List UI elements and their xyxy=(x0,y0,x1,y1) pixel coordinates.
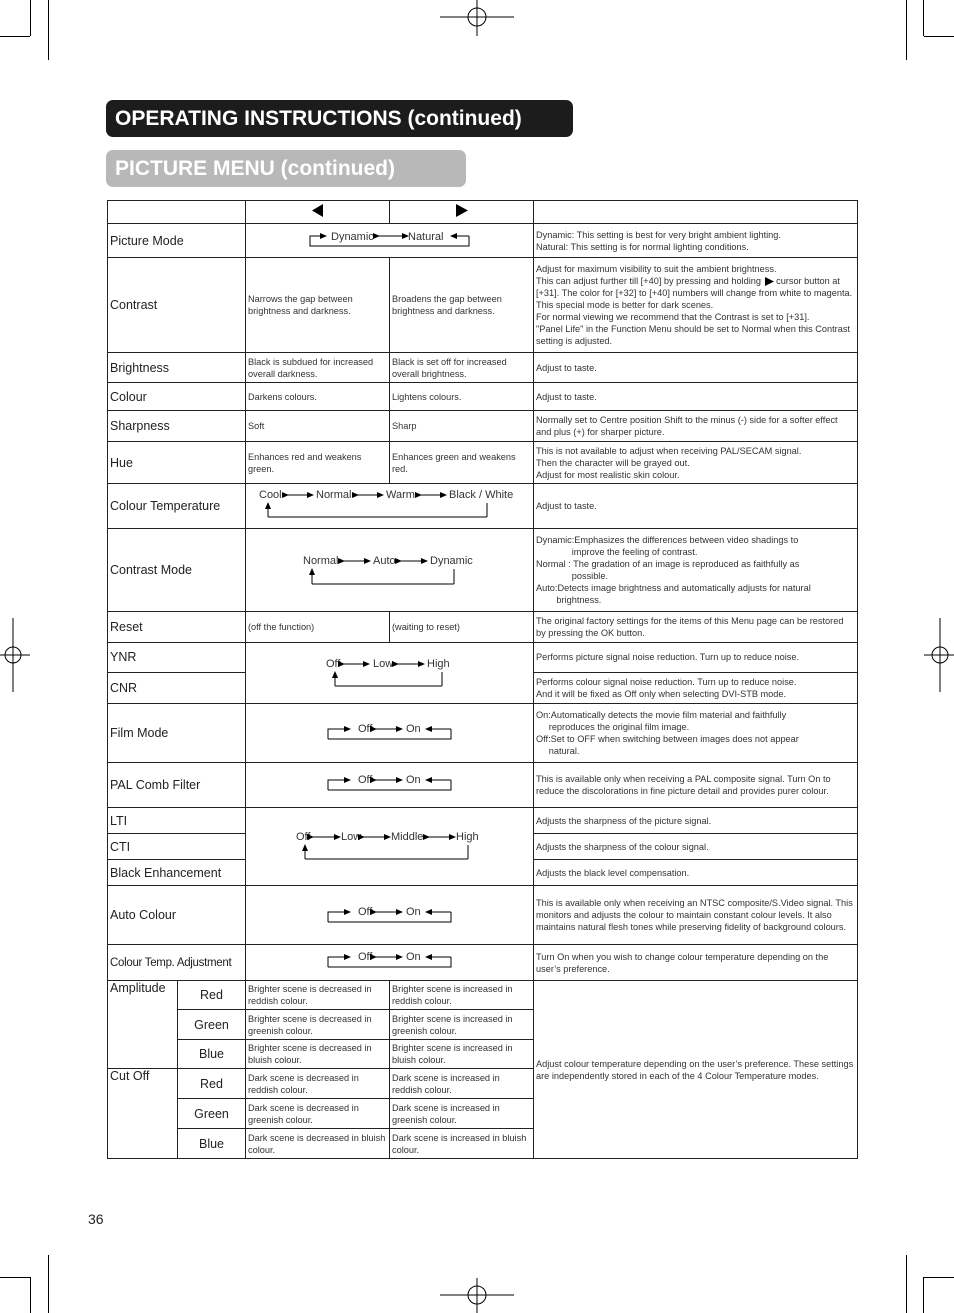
reset-right: (waiting to reset) xyxy=(390,612,534,643)
option-on: On xyxy=(406,774,421,786)
picture-mode-diagram xyxy=(246,224,534,258)
desc-reset: The original factory settings for the items of this Menu page can be restored by pressing the OK button. xyxy=(534,612,858,643)
crop-mark xyxy=(923,0,924,36)
option-off: Off xyxy=(358,906,373,918)
cutoff-blue-right: Dark scene is increased in bluish colour. xyxy=(390,1129,534,1159)
table-row xyxy=(108,383,858,411)
desc-contrast: Adjust for maximum visibility to suit the ambient brightness. This can adjust further till [+40] by pressing and holding cursor button at [+31]. The color for [+32] to [+40] numbers will change from white to magenta. This special mode is better for dark scenes. For normal viewing we recommend that the Contrast is set to [+31]. "Panel Life" in the Function Menu should be set to Normal when this Contrast setting is adjusted. xyxy=(534,258,858,353)
desc-ynr: Performs picture signal noise reduction. Turn up to reduce noise. xyxy=(534,643,858,673)
option-natural: Natural xyxy=(408,231,444,243)
desc-brightness: Adjust to taste. xyxy=(534,353,858,383)
section-title: OPERATING INSTRUCTIONS (continued) xyxy=(106,100,573,137)
desc-colour-temperature: Adjust to taste. xyxy=(534,484,858,529)
table-row xyxy=(108,981,858,1010)
amplitude-red-right: Brighter scene is increased in reddish colour. xyxy=(390,981,534,1010)
item-contrast: Contrast xyxy=(108,258,246,353)
cutoff-blue: Blue xyxy=(178,1129,246,1159)
registration-mark xyxy=(924,618,954,692)
contrast-mode-diagram xyxy=(246,529,534,612)
right-arrow-icon xyxy=(764,277,774,286)
reset-left: (off the function) xyxy=(246,612,390,643)
desc-cti: Adjusts the sharpness of the colour signal. xyxy=(534,834,858,860)
item-colour: Colour xyxy=(108,383,246,411)
table-row xyxy=(108,808,858,834)
crop-mark xyxy=(906,0,907,60)
item-picture-mode: Picture Mode xyxy=(108,224,246,258)
desc-film-mode: On:Automatically detects the movie film material and faithfully reproduces the original film image. Off:Set to OFF when switching between images does not appear natural. xyxy=(534,704,858,763)
option-low: Low xyxy=(341,831,362,843)
cutoff-red: Red xyxy=(178,1069,246,1099)
option-off: Off xyxy=(296,831,311,843)
table-row xyxy=(108,886,858,945)
option-off: Off xyxy=(358,951,373,963)
item-cut-off: Cut Off xyxy=(108,1069,178,1159)
colour-left: Darkens colours. xyxy=(246,383,390,411)
page-number: 36 xyxy=(88,1211,104,1227)
table-row xyxy=(108,484,858,529)
desc-pal-comb-filter: This is available only when receiving a PAL composite signal. Turn On to reduce the discolorations in fine picture detail and provides purer colour. xyxy=(534,763,858,808)
item-reset: Reset xyxy=(108,612,246,643)
item-contrast-mode: Contrast Mode xyxy=(108,529,246,612)
amplitude-green-right: Brighter scene is increased in greenish colour. xyxy=(390,1010,534,1040)
picture-menu-table xyxy=(107,200,858,1159)
cutoff-blue-left: Dark scene is decreased in bluish colour. xyxy=(246,1129,390,1159)
amplitude-green-left: Brighter scene is decreased in greenish colour. xyxy=(246,1010,390,1040)
crop-mark xyxy=(924,1277,954,1278)
brightness-left: Black is subdued for increased overall darkness. xyxy=(246,353,390,383)
item-lti: LTI xyxy=(108,808,246,834)
desc-cnr: Performs colour signal noise reduction. Turn up to reduce noise. And it will be fixed as Off only when selecting DVI-STB mode. xyxy=(534,672,858,703)
table-row xyxy=(108,704,858,763)
cutoff-red-left: Dark scene is decreased in reddish colour. xyxy=(246,1069,390,1099)
item-auto-colour: Auto Colour xyxy=(108,886,246,945)
item-sharpness: Sharpness xyxy=(108,411,246,442)
auto-colour-diagram xyxy=(246,886,534,945)
amplitude-blue-right: Brighter scene is increased in bluish colour. xyxy=(390,1040,534,1069)
contrast-right: Broadens the gap between brightness and darkness. xyxy=(390,258,534,353)
item-hue: Hue xyxy=(108,442,246,484)
table-row xyxy=(108,442,858,484)
desc-contrast-mode: Dynamic:Emphasizes the differences between video shadings to improve the feeling of contrast. Normal : The gradation of an image is reproduced as faithfully as possible. Auto:Detects image brightness and automatically adjusts for natural brightness. xyxy=(534,529,858,612)
cutoff-green-right: Dark scene is increased in greenish colour. xyxy=(390,1099,534,1129)
header-cell xyxy=(108,201,246,224)
item-black-enhancement: Black Enhancement xyxy=(108,860,246,886)
option-auto: Auto xyxy=(373,555,396,567)
crop-mark xyxy=(906,1255,907,1313)
amplitude-green: Green xyxy=(178,1010,246,1040)
item-brightness: Brightness xyxy=(108,353,246,383)
hue-left: Enhances red and weakens green. xyxy=(246,442,390,484)
item-pal-comb-filter: PAL Comb Filter xyxy=(108,763,246,808)
item-film-mode: Film Mode xyxy=(108,704,246,763)
option-normal: Normal xyxy=(316,489,352,501)
option-off: Off xyxy=(358,774,373,786)
item-colour-temp-adjustment: Colour Temp. Adjustment xyxy=(108,945,246,981)
option-low: Low xyxy=(373,658,394,670)
crop-mark xyxy=(30,1277,31,1313)
right-arrow-icon xyxy=(456,204,468,217)
desc-sharpness: Normally set to Centre position Shift to the minus (-) side for a softer effect and plus (+) for sharper picture. xyxy=(534,411,858,442)
table-header-row xyxy=(108,201,858,224)
lti-cti-diagram xyxy=(246,808,534,886)
desc-colour: Adjust to taste. xyxy=(534,383,858,411)
crop-mark xyxy=(924,36,954,37)
option-cool: Cool xyxy=(259,489,282,501)
crop-mark xyxy=(30,0,31,36)
crop-mark xyxy=(48,1255,49,1313)
colour-temp-adjust-diagram xyxy=(246,945,534,981)
item-colour-temperature: Colour Temperature xyxy=(108,484,246,529)
brightness-right: Black is set off for increased overall brightness. xyxy=(390,353,534,383)
desc-hue: This is not available to adjust when receiving PAL/SECAM signal. Then the character will be grayed out. Adjust for most realistic skin colour. xyxy=(534,442,858,484)
table-row xyxy=(108,224,858,258)
amplitude-red-left: Brighter scene is decreased in reddish colour. xyxy=(246,981,390,1010)
table-row xyxy=(108,258,858,353)
ynr-cnr-diagram xyxy=(246,643,534,704)
header-cell xyxy=(246,201,390,224)
option-on: On xyxy=(406,951,421,963)
section-subtitle: PICTURE MENU (continued) xyxy=(106,150,466,187)
header-cell xyxy=(534,201,858,224)
option-warm: Warm xyxy=(386,489,415,501)
item-cti: CTI xyxy=(108,834,246,860)
left-arrow-icon xyxy=(312,204,324,217)
hue-right: Enhances green and weakens red. xyxy=(390,442,534,484)
table-row xyxy=(108,643,858,673)
registration-mark xyxy=(440,1278,514,1313)
option-off: Off xyxy=(358,723,373,735)
option-off: Off xyxy=(326,658,341,670)
contrast-left: Narrows the gap between brightness and darkness. xyxy=(246,258,390,353)
crop-mark xyxy=(0,36,30,37)
pal-comb-diagram xyxy=(246,763,534,808)
cutoff-green-left: Dark scene is decreased in greenish colour. xyxy=(246,1099,390,1129)
colour-right: Lightens colours. xyxy=(390,383,534,411)
colour-temperature-diagram xyxy=(246,484,534,529)
crop-mark xyxy=(0,1277,30,1278)
sharpness-left: Soft xyxy=(246,411,390,442)
desc-lti: Adjusts the sharpness of the picture signal. xyxy=(534,808,858,834)
desc-colour-temp-adjustment: Turn On when you wish to change colour temperature depending on the user’s preference. xyxy=(534,945,858,981)
registration-mark xyxy=(0,618,30,692)
amplitude-blue-left: Brighter scene is decreased in bluish colour. xyxy=(246,1040,390,1069)
desc-auto-colour: This is available only when receiving an NTSC composite/S.Video signal. This monitors and adjusts the colour to maintain constant colour levels. It also maintains natural flesh tones while preserving fidelity of background colours. xyxy=(534,886,858,945)
amplitude-red: Red xyxy=(178,981,246,1010)
table-row xyxy=(108,763,858,808)
cutoff-red-right: Dark scene is increased in reddish colour. xyxy=(390,1069,534,1099)
table-row xyxy=(108,529,858,612)
cutoff-green: Green xyxy=(178,1099,246,1129)
desc-picture-mode: Dynamic: This setting is best for very bright ambient lighting. Natural: This setting is for normal lighting conditions. xyxy=(534,224,858,258)
option-normal: Normal xyxy=(303,555,339,567)
desc-colour-temp-settings: Adjust colour temperature depending on the user’s preference. These settings are independently stored in each of the 4 Colour Temperature modes. xyxy=(534,981,858,1159)
crop-mark xyxy=(48,0,49,60)
item-cnr: CNR xyxy=(108,672,246,703)
option-dynamic: Dynamic xyxy=(430,555,473,567)
option-on: On xyxy=(406,723,421,735)
header-cell xyxy=(390,201,534,224)
table-row xyxy=(108,612,858,643)
option-dynamic: Dynamic xyxy=(331,231,374,243)
film-mode-diagram xyxy=(246,704,534,763)
crop-mark xyxy=(923,1277,924,1313)
option-high: High xyxy=(456,831,479,843)
desc-black-enhancement: Adjusts the black level compensation. xyxy=(534,860,858,886)
table-row xyxy=(108,945,858,981)
option-black-white: Black / White xyxy=(449,489,514,501)
item-ynr: YNR xyxy=(108,643,246,673)
table-row xyxy=(108,353,858,383)
amplitude-blue: Blue xyxy=(178,1040,246,1069)
option-middle: Middle xyxy=(391,831,424,843)
sharpness-right: Sharp xyxy=(390,411,534,442)
table-row xyxy=(108,411,858,442)
registration-mark xyxy=(440,0,514,36)
option-high: High xyxy=(427,658,450,670)
option-on: On xyxy=(406,906,421,918)
item-amplitude: Amplitude xyxy=(108,981,178,1069)
